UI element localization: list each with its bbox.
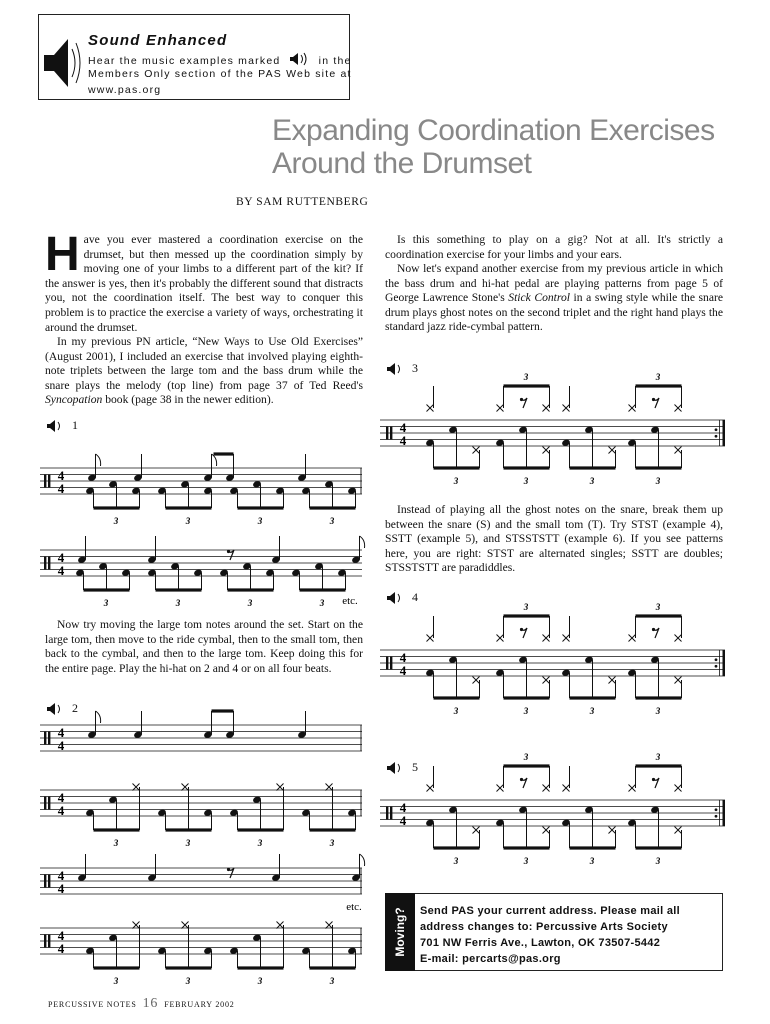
triplet-number: 3 bbox=[257, 516, 263, 526]
note-beam bbox=[636, 384, 682, 387]
note-beam bbox=[310, 828, 356, 831]
triplet-number: 3 bbox=[257, 976, 263, 986]
time-signature-bottom: 4 bbox=[57, 738, 65, 753]
note-flag bbox=[96, 454, 101, 466]
left-paragraph-1: Have you ever mastered a coordination exercise on the drumset, but then messed up the coordination simply by moving one of your limbs to a different part of the kit? If the answer is yes, then it's probably the different sound that distracts you, not the coordination itself. The best way to conquer this problem is to practice the exercise a variety of ways, orchestrating it around the drumset. bbox=[45, 228, 363, 334]
percussion-clef bbox=[390, 807, 392, 820]
triplet-number: 3 bbox=[655, 752, 661, 762]
eighth-rest bbox=[652, 398, 655, 401]
note-beam bbox=[636, 696, 682, 699]
triplet-number: 3 bbox=[113, 838, 119, 848]
note-beam bbox=[434, 846, 480, 849]
percussion-clef bbox=[386, 657, 388, 670]
time-signature-top: 4 bbox=[57, 928, 65, 943]
percussion-clef bbox=[390, 657, 392, 670]
percussion-clef bbox=[48, 557, 50, 570]
time-signature-top: 4 bbox=[399, 800, 407, 815]
moving-line-3: 701 NW Ferris Ave., Lawton, OK 73507-5442 bbox=[420, 937, 661, 949]
note-beam bbox=[504, 466, 550, 469]
time-signature-bottom: 4 bbox=[399, 813, 407, 828]
staff-example-2b bbox=[40, 770, 362, 848]
note-beam bbox=[570, 466, 616, 469]
note-beam bbox=[228, 588, 274, 591]
triplet-number: 3 bbox=[453, 706, 459, 716]
percussion-clef bbox=[44, 935, 46, 948]
right-paragraph-3: Instead of playing all the ghost notes on the snare, break them up between the snare (S) and the small tom (T). Try STST (example 4), SSTT (example 5), and STSSTSTT (example 6). If you see patterns here, you are right: STST are alternated singles; SSTT are doubles; STSSTSTT are paradiddles. bbox=[385, 503, 723, 575]
speaker-icon bbox=[386, 591, 406, 605]
eighth-rest bbox=[227, 550, 230, 553]
speaker-icon bbox=[289, 52, 311, 66]
triplet-number: 3 bbox=[257, 838, 263, 848]
triplet-number: 3 bbox=[523, 752, 529, 762]
eighth-rest bbox=[520, 628, 523, 631]
repeat-bar bbox=[723, 650, 726, 676]
speaker-icon bbox=[386, 362, 406, 376]
left-paragraph-3: Now try moving the large tom notes around the set. Start on the large tom, then move to the ride cymbal, then to the small tom, then back to the cymbal, and then to the large tom. Keep doing this for the entire page. Play the hi-hat on 2 and 4 or on all four beats. bbox=[45, 618, 363, 675]
repeat-bar bbox=[723, 420, 726, 446]
repeat-dot bbox=[715, 435, 718, 438]
triplet-number: 3 bbox=[103, 598, 109, 608]
staff-example-4 bbox=[380, 602, 725, 720]
percussion-clef bbox=[44, 797, 46, 810]
note-beam bbox=[570, 696, 616, 699]
staff-example-2a bbox=[40, 705, 362, 765]
triplet-number: 3 bbox=[523, 476, 529, 486]
right-paragraph-2: Now let's expand another exercise from my previous article in which the bass drum and hi-hat pedal are playing patterns from page 5 of George Lawrence Stone's Stick Control in a swing style while the snare drum plays ghost notes on the second triplet and the right hand plays the standard jazz ride-cymbal pattern. bbox=[385, 262, 723, 334]
triplet-number: 3 bbox=[523, 372, 529, 382]
note-beam bbox=[504, 614, 550, 617]
percussion-clef bbox=[48, 797, 50, 810]
journal-name: PERCUSSIVE NOTES bbox=[48, 1000, 137, 1009]
repeat-bar bbox=[723, 800, 726, 826]
triplet-number: 3 bbox=[185, 976, 191, 986]
time-signature-bottom: 4 bbox=[57, 941, 65, 956]
time-signature-bottom: 4 bbox=[57, 803, 65, 818]
time-signature-bottom: 4 bbox=[57, 481, 65, 496]
example-4-label: 4 bbox=[386, 590, 418, 605]
etc-label: etc. bbox=[342, 595, 358, 607]
percussion-clef bbox=[386, 807, 388, 820]
time-signature-top: 4 bbox=[57, 868, 65, 883]
time-signature-bottom: 4 bbox=[57, 563, 65, 578]
left-paragraph-2: In my previous PN article, “New Ways to Use Old Exercises” (August 2001), I included an exercise that involved playing eighth-note triplets between the large tom and the bass drum while the snare plays the melody (top line) from page 37 of Ted Reed's Syncopation book (page 38 in the newer edition). bbox=[45, 335, 363, 407]
note-beam bbox=[434, 466, 480, 469]
triplet-number: 3 bbox=[655, 372, 661, 382]
triplet-number: 3 bbox=[329, 976, 335, 986]
triplet-number: 3 bbox=[453, 476, 459, 486]
example-3-label: 3 bbox=[386, 361, 418, 376]
triplet-number: 3 bbox=[175, 598, 181, 608]
note-beam bbox=[212, 709, 234, 712]
repeat-dot bbox=[715, 428, 718, 431]
triplet-number: 3 bbox=[655, 706, 661, 716]
time-signature-top: 4 bbox=[57, 468, 65, 483]
triplet-number: 3 bbox=[453, 856, 459, 866]
note-beam bbox=[636, 466, 682, 469]
note-beam bbox=[504, 696, 550, 699]
note-flag bbox=[212, 454, 217, 466]
eighth-rest bbox=[652, 778, 655, 781]
eighth-rest bbox=[652, 628, 655, 631]
note-beam bbox=[214, 452, 234, 455]
staff-example-1a bbox=[40, 448, 362, 528]
note-beam bbox=[570, 846, 616, 849]
note-flag bbox=[360, 536, 365, 548]
page-number: 16 bbox=[142, 996, 159, 1011]
note-beam bbox=[504, 764, 550, 767]
triplet-number: 3 bbox=[329, 838, 335, 848]
note-beam bbox=[504, 384, 550, 387]
staff-example-5 bbox=[380, 752, 725, 870]
triplet-number: 3 bbox=[329, 516, 335, 526]
example-2-label: 2 bbox=[46, 701, 78, 716]
note-beam bbox=[94, 506, 140, 509]
example-5-label: 5 bbox=[386, 760, 418, 775]
note-beam bbox=[84, 588, 130, 591]
triplet-number: 3 bbox=[247, 598, 253, 608]
note-beam bbox=[94, 828, 140, 831]
staff-example-2c bbox=[40, 848, 362, 913]
percussion-clef bbox=[44, 475, 46, 488]
percussion-clef bbox=[44, 557, 46, 570]
triplet-number: 3 bbox=[655, 602, 661, 612]
repeat-dot bbox=[715, 815, 718, 818]
moving-line-2: address changes to: Percussive Arts Society bbox=[420, 921, 668, 933]
triplet-number: 3 bbox=[655, 856, 661, 866]
moving-line-1: Send PAS your current address. Please mail all bbox=[420, 905, 680, 917]
byline: BY SAM RUTTENBERG bbox=[236, 196, 369, 208]
triplet-number: 3 bbox=[523, 856, 529, 866]
time-signature-top: 4 bbox=[57, 550, 65, 565]
note-beam bbox=[166, 828, 212, 831]
triplet-number: 3 bbox=[589, 476, 595, 486]
note-beam bbox=[504, 846, 550, 849]
time-signature-top: 4 bbox=[399, 420, 407, 435]
note-beam bbox=[238, 828, 284, 831]
percussion-clef bbox=[48, 732, 50, 745]
time-signature-top: 4 bbox=[57, 725, 65, 740]
triplet-number: 3 bbox=[185, 838, 191, 848]
triplet-number: 3 bbox=[523, 706, 529, 716]
triplet-number: 3 bbox=[319, 598, 325, 608]
note-beam bbox=[94, 966, 140, 969]
etc-label: etc. bbox=[346, 901, 362, 913]
percussion-clef bbox=[44, 875, 46, 888]
staff-example-2d bbox=[40, 908, 362, 986]
time-signature-bottom: 4 bbox=[399, 433, 407, 448]
note-beam bbox=[156, 588, 202, 591]
triplet-number: 3 bbox=[589, 856, 595, 866]
eighth-rest bbox=[520, 778, 523, 781]
note-flag bbox=[360, 854, 365, 866]
triplet-number: 3 bbox=[113, 976, 119, 986]
note-beam bbox=[166, 966, 212, 969]
percussion-clef bbox=[386, 427, 388, 440]
percussion-clef bbox=[48, 875, 50, 888]
note-beam bbox=[636, 614, 682, 617]
speaker-icon bbox=[44, 28, 84, 98]
percussion-clef bbox=[48, 475, 50, 488]
time-signature-bottom: 4 bbox=[399, 663, 407, 678]
staff-example-3 bbox=[380, 372, 725, 490]
note-beam bbox=[310, 506, 356, 509]
issue-date: FEBRUARY 2002 bbox=[164, 1000, 235, 1009]
sound-enhanced-line2: Members Only section of the PAS Web site at bbox=[88, 68, 352, 80]
triplet-number: 3 bbox=[655, 476, 661, 486]
note-beam bbox=[434, 696, 480, 699]
drop-cap: H bbox=[45, 228, 80, 281]
note-beam bbox=[636, 764, 682, 767]
percussion-clef bbox=[48, 935, 50, 948]
triplet-number: 3 bbox=[589, 706, 595, 716]
repeat-dot bbox=[715, 658, 718, 661]
sound-enhanced-line1: Hear the music examples marked in the bbox=[88, 52, 352, 67]
note-beam bbox=[166, 506, 212, 509]
note-flag bbox=[96, 711, 101, 723]
time-signature-top: 4 bbox=[399, 650, 407, 665]
sound-enhanced-url[interactable]: www.pas.org bbox=[88, 84, 162, 96]
moving-email[interactable]: E-mail: percarts@pas.org bbox=[420, 953, 561, 965]
triplet-number: 3 bbox=[185, 516, 191, 526]
note-beam bbox=[238, 966, 284, 969]
percussion-clef bbox=[44, 732, 46, 745]
repeat-dot bbox=[715, 808, 718, 811]
article-title: Expanding Coordination Exercises Around the Drumset bbox=[272, 114, 715, 180]
sound-enhanced-title: Sound Enhanced bbox=[88, 32, 228, 49]
staff-example-1b bbox=[40, 530, 362, 610]
triplet-number: 3 bbox=[113, 516, 119, 526]
time-signature-top: 4 bbox=[57, 790, 65, 805]
right-paragraph-1: Is this something to play on a gig? Not at all. It's strictly a coordination exercise for your limbs and your ears. bbox=[385, 233, 723, 261]
percussion-clef bbox=[390, 427, 392, 440]
note-beam bbox=[636, 846, 682, 849]
repeat-dot bbox=[715, 665, 718, 668]
example-1-label: 1 bbox=[46, 418, 78, 433]
note-beam bbox=[238, 506, 284, 509]
note-beam bbox=[310, 966, 356, 969]
moving-tab: Moving? bbox=[385, 893, 415, 971]
page-footer bbox=[48, 996, 235, 1012]
speaker-icon bbox=[46, 419, 66, 433]
eighth-rest bbox=[520, 398, 523, 401]
note-beam bbox=[300, 588, 346, 591]
eighth-rest bbox=[227, 868, 230, 871]
triplet-number: 3 bbox=[523, 602, 529, 612]
time-signature-bottom: 4 bbox=[57, 881, 65, 896]
